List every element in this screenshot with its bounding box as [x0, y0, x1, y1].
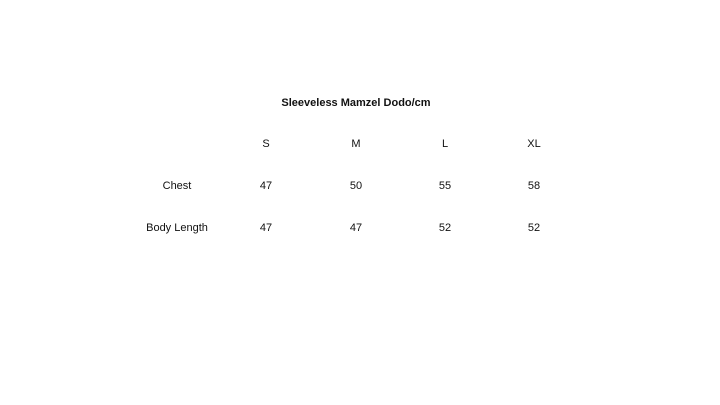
chest-value-s: 47: [259, 180, 273, 192]
size-header-s: S: [262, 138, 270, 150]
chest-value-xl: 58: [527, 180, 541, 192]
size-header-xl: XL: [527, 138, 541, 150]
body-length-value-xl: 52: [527, 222, 541, 234]
row-label-body-length: Body Length: [146, 222, 208, 234]
row-label-chest: Chest: [162, 180, 192, 192]
chest-value-l: 55: [438, 180, 452, 192]
body-length-value-s: 47: [259, 222, 273, 234]
chest-value-m: 50: [349, 180, 363, 192]
body-length-value-m: 47: [349, 222, 363, 234]
size-header-l: L: [441, 138, 449, 150]
size-header-m: M: [351, 138, 361, 150]
body-length-value-l: 52: [438, 222, 452, 234]
chart-title: Sleeveless Mamzel Dodo/cm: [281, 97, 431, 109]
